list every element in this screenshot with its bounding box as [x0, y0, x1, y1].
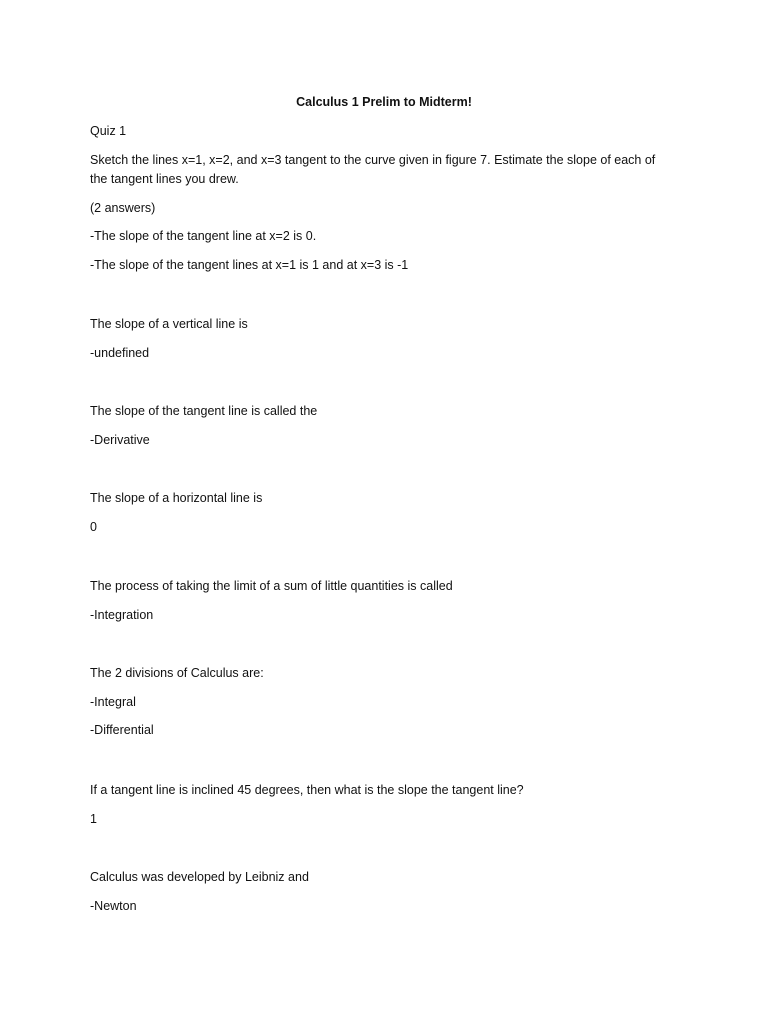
document-title: Calculus 1 Prelim to Midterm!: [296, 95, 472, 109]
question-5-prompt: The process of taking the limit of a sum of little quantities is called: [90, 579, 453, 593]
question-3-answer: -Derivative: [90, 433, 150, 447]
quiz-label: Quiz 1: [90, 124, 127, 138]
question-8-answer: -Newton: [90, 899, 137, 913]
question-4-answer: 0: [90, 520, 97, 534]
question-2-answer: -undefined: [90, 346, 150, 360]
question-7-answer: 1: [90, 812, 97, 826]
question-4-prompt: The slope of a horizontal line is: [90, 491, 263, 505]
question-6-prompt: The 2 divisions of Calculus are:: [90, 666, 264, 680]
question-1-answer-2: -The slope of the tangent lines at x=1 is 1 and at x=3 is -1: [90, 258, 409, 272]
question-8-prompt: Calculus was developed by Leibniz and: [90, 870, 309, 884]
question-2-prompt: The slope of a vertical line is: [90, 317, 248, 331]
question-6-answer-1: -Integral: [90, 695, 136, 709]
question-6-answer-2: -Differential: [90, 723, 154, 737]
question-7-prompt: If a tangent line is inclined 45 degrees, then what is the slope the tangent line?: [90, 783, 524, 797]
question-3-prompt: The slope of the tangent line is called the: [90, 404, 318, 418]
question-1-prompt: Sketch the lines x=1, x=2, and x=3 tangent to the curve given in figure 7. Estimate the slope of each of the tangent lines you drew.: [90, 153, 656, 186]
question-5-answer: -Integration: [90, 608, 154, 622]
question-1-answer-1: -The slope of the tangent line at x=2 is 0.: [90, 229, 317, 243]
question-1-note: (2 answers): [90, 201, 156, 215]
